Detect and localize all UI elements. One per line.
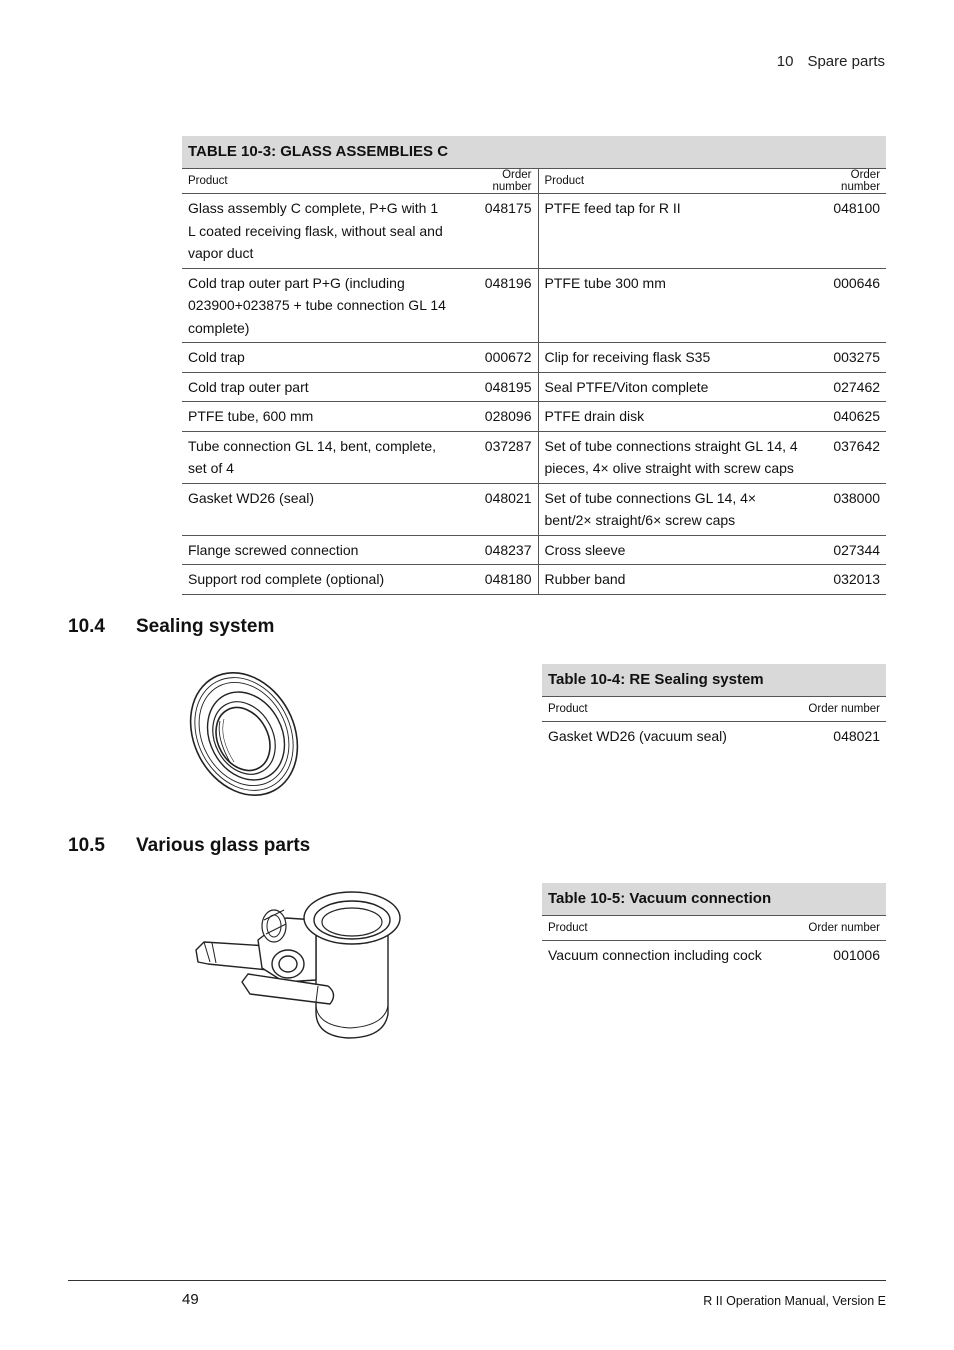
order-number-cell: 000672 bbox=[454, 343, 538, 373]
table-row bbox=[542, 941, 886, 970]
order-number-cell: 027344 bbox=[806, 535, 886, 565]
order-number-cell: 040625 bbox=[806, 402, 886, 432]
table-row bbox=[182, 194, 886, 269]
table-row bbox=[182, 483, 886, 535]
col-header-order-number: Order number bbox=[796, 916, 886, 941]
order-number-cell: 048180 bbox=[454, 565, 538, 595]
product-cell: Set of tube connections GL 14, 4× bent/2× straight/6× screw caps bbox=[538, 483, 806, 535]
product-cell: Flange screwed connection bbox=[182, 535, 454, 565]
section-title: Various glass parts bbox=[136, 835, 311, 856]
order-number-cell: 048237 bbox=[454, 535, 538, 565]
product-cell: Cold trap bbox=[182, 343, 454, 373]
table-row bbox=[542, 722, 886, 751]
table-header-row bbox=[542, 697, 886, 722]
page-number: 49 bbox=[182, 1291, 199, 1308]
product-cell: Rubber band bbox=[538, 565, 806, 595]
order-number-cell: 003275 bbox=[806, 343, 886, 373]
table-glass-assemblies-c bbox=[182, 136, 886, 595]
product-cell: Cross sleeve bbox=[538, 535, 806, 565]
order-number-cell: 048195 bbox=[454, 372, 538, 402]
table-vacuum-connection bbox=[542, 883, 886, 970]
col-header-product: Product bbox=[542, 697, 796, 722]
footer-divider bbox=[68, 1280, 886, 1281]
order-number-cell: 032013 bbox=[806, 565, 886, 595]
table-header-row bbox=[182, 169, 886, 194]
section-heading-sealing-system bbox=[68, 616, 274, 638]
order-number-cell: 048021 bbox=[454, 483, 538, 535]
running-header bbox=[777, 53, 885, 70]
product-cell: Seal PTFE/Viton complete bbox=[538, 372, 806, 402]
table-row bbox=[182, 372, 886, 402]
order-number-cell: 048021 bbox=[833, 728, 881, 744]
table-row bbox=[182, 431, 886, 483]
footer-document-title: R II Operation Manual, Version E bbox=[703, 1294, 886, 1308]
gasket-illustration bbox=[186, 668, 306, 804]
col-header-product: Product bbox=[182, 169, 454, 194]
product-cell: Cold trap outer part P+G (including 023900+023875 + tube connection GL 14 complete) bbox=[182, 268, 454, 343]
order-number-cell: 028096 bbox=[454, 402, 538, 432]
table-title: Table 10-5: Vacuum connection bbox=[542, 883, 886, 916]
vacuum-connection-illustration bbox=[188, 890, 418, 1045]
product-cell: Glass assembly C complete, P+G with 1 L coated receiving flask, without seal and vapor duct bbox=[182, 194, 454, 269]
col-header-order-number: Order number bbox=[806, 169, 886, 194]
col-header-product: Product bbox=[542, 916, 796, 941]
order-number-cell: 048196 bbox=[454, 268, 538, 343]
product-cell: Vacuum connection including cock bbox=[548, 947, 762, 963]
product-cell: PTFE drain disk bbox=[538, 402, 806, 432]
product-cell: Tube connection GL 14, bent, complete, set of 4 bbox=[182, 431, 454, 483]
section-title: Sealing system bbox=[136, 616, 275, 637]
order-number-cell: 037642 bbox=[806, 431, 886, 483]
product-cell: Set of tube connections straight GL 14, 4 pieces, 4× olive straight with screw caps bbox=[538, 431, 806, 483]
product-cell: Cold trap outer part bbox=[182, 372, 454, 402]
order-number-cell: 001006 bbox=[833, 947, 880, 963]
table-header-row bbox=[542, 916, 886, 941]
header-chapter-number: 10 bbox=[776, 53, 794, 70]
table-re-sealing-system bbox=[542, 664, 886, 751]
product-cell: PTFE feed tap for R II bbox=[538, 194, 806, 269]
table-row bbox=[182, 268, 886, 343]
table-title-row bbox=[542, 883, 886, 916]
col-header-order-number: Order number bbox=[796, 697, 886, 722]
product-cell: PTFE tube 300 mm bbox=[538, 268, 806, 343]
table-title: TABLE 10-3: GLASS ASSEMBLIES C bbox=[182, 136, 886, 169]
product-cell: Support rod complete (optional) bbox=[182, 565, 454, 595]
order-number-cell: 048175 bbox=[454, 194, 538, 269]
section-number: 10.5 bbox=[68, 835, 105, 856]
table-title-row bbox=[542, 664, 886, 697]
product-cell: Gasket WD26 (seal) bbox=[182, 483, 454, 535]
product-cell: Clip for receiving flask S35 bbox=[538, 343, 806, 373]
order-number-cell: 048100 bbox=[806, 194, 886, 269]
col-header-order-number: Order number bbox=[454, 169, 538, 194]
table-title: Table 10-4: RE Sealing system bbox=[542, 664, 886, 697]
table-row bbox=[182, 535, 886, 565]
order-number-cell: 027462 bbox=[806, 372, 886, 402]
order-number-cell: 038000 bbox=[806, 483, 886, 535]
order-number-cell: 037287 bbox=[454, 431, 538, 483]
table-title-row bbox=[182, 136, 886, 169]
section-number: 10.4 bbox=[68, 616, 105, 637]
col-header-product: Product bbox=[538, 169, 806, 194]
table-row bbox=[182, 402, 886, 432]
section-heading-various-glass-parts bbox=[68, 835, 310, 857]
table-row bbox=[182, 343, 886, 373]
order-number-cell: 000646 bbox=[806, 268, 886, 343]
header-chapter-title: Spare parts bbox=[807, 53, 885, 70]
product-cell: PTFE tube, 600 mm bbox=[182, 402, 454, 432]
product-cell: Gasket WD26 (vacuum seal) bbox=[548, 728, 727, 744]
table-row bbox=[182, 565, 886, 595]
